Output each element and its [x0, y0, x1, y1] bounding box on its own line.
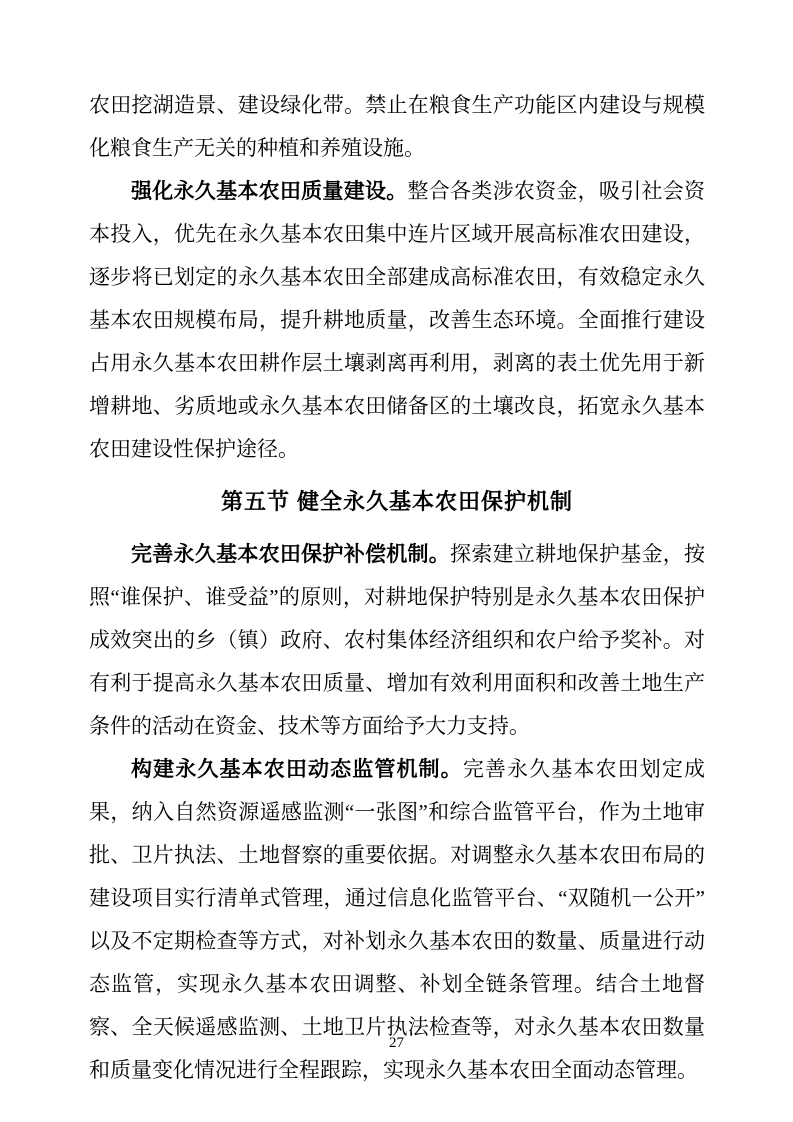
paragraph-lead: 完善永久基本农田保护补偿机制。 — [131, 542, 451, 566]
paragraph-text: 完善永久基本农田划定成果，纳入自然资源遥感监测“一张图”和综合监管平台，作为土地审批、卫片执法、土地督察的重要依据。对调整永久基本农田布局的建设项目实行清单式管理，通过信息化监管平台、“双随机一公开”以及不定期检查等方式，对补划永久基本农田的数量、质量进行动态监管，实现永久基本农田调整、补划全链条管理。结合土地督察、全天候遥感监测、土地卫片执法检查等，对永久基本农田数量和质量变化情况进行全程跟踪，实现永久基本农田全面动态管理。 — [89, 757, 706, 1082]
paragraph-lead: 构建永久基本农田动态监管机制。 — [131, 757, 463, 781]
paragraph-lead: 强化永久基本农田质量建设。 — [131, 179, 408, 203]
paragraph-compensation-mechanism — [89, 533, 705, 748]
paragraph-continuation — [89, 84, 705, 170]
page-number: 27 — [389, 1035, 404, 1051]
paragraph-text: 探索建立耕地保护基金，按照“谁保护、谁受益”的原则，对耕地保护特别是永久基本农田保护成效突出的乡（镇）政府、农村集体经济组织和农户给予奖补。对有利于提高永久基本农田质量、增加有效利用面积和改善土地生产条件的活动在资金、技术等方面给予大力支持。 — [89, 542, 706, 738]
paragraph-text: 农田挖湖造景、建设绿化带。禁止在粮食生产功能区内建设与规模化粮食生产无关的种植和养殖设施。 — [89, 93, 705, 160]
paragraph-text: 整合各类涉农资金，吸引社会资本投入，优先在永久基本农田集中连片区域开展高标准农田建设，逐步将已划定的永久基本农田全部建成高标准农田，有效稳定永久基本农田规模布局，提升耕地质量，改善生态环境。全面推行建设占用永久基本农田耕作层土壤剥离再利用，剥离的表土优先用于新增耕地、劣质地或永久基本农田储备区的土壤改良，拓宽永久基本农田建设性保护途径。 — [89, 179, 705, 461]
page-footer — [0, 1034, 793, 1052]
page-body — [89, 84, 705, 1092]
paragraph-quality-construction — [89, 170, 705, 471]
section-heading: 第五节 健全永久基本农田保护机制 — [220, 489, 574, 514]
